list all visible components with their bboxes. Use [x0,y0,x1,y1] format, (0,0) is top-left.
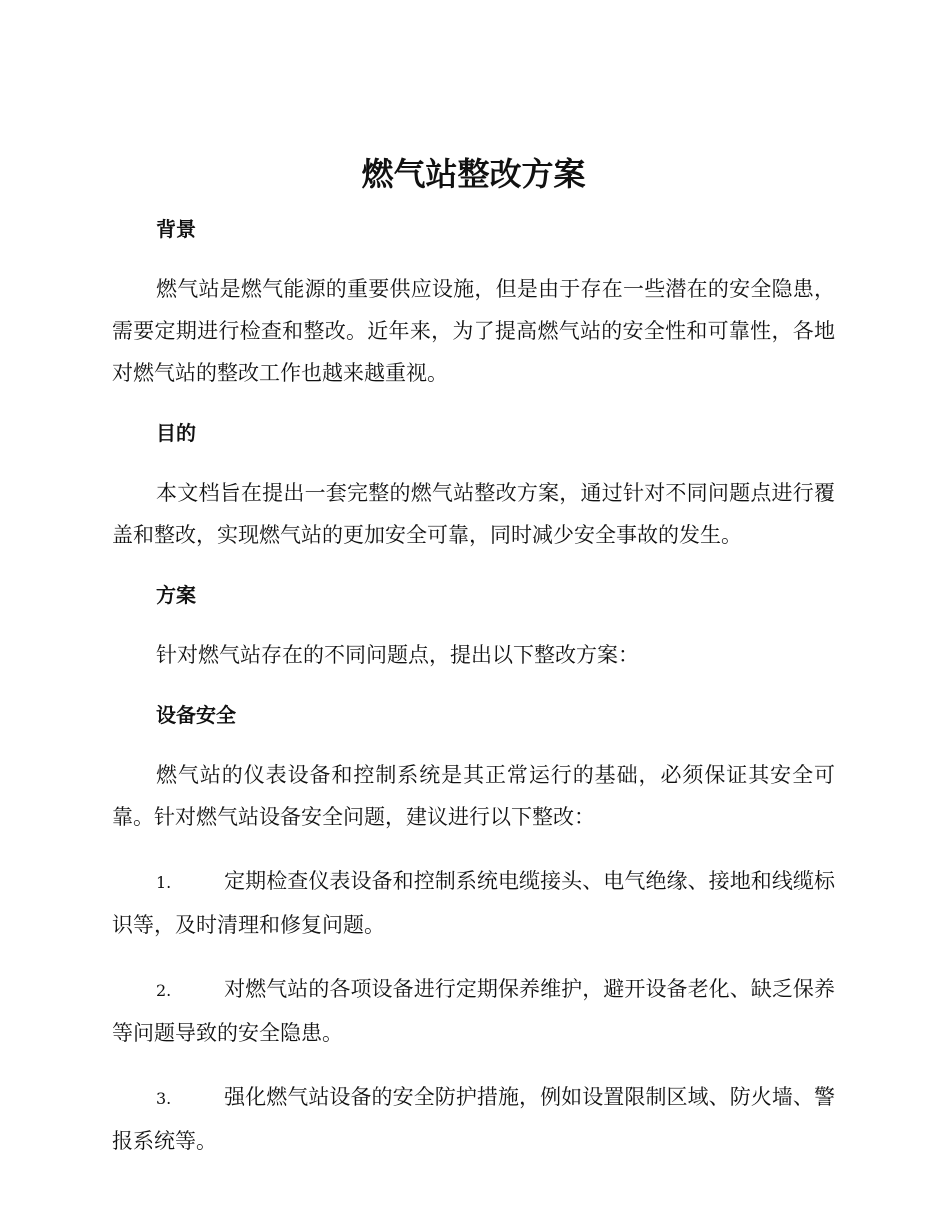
list-item [112,860,835,946]
section-heading-background: 背景 [156,217,196,241]
section-heading-plan: 方案 [156,583,196,607]
list-item [112,968,835,1054]
paragraph-purpose: 本文档旨在提出一套完整的燃气站整改方案，通过针对不同问题点进行覆盖和整改，实现燃气站的更加安全可靠，同时减少安全事故的发生。 [112,481,835,547]
list-item [112,1076,835,1162]
list-item-text: 定期检查仪表设备和控制系统电缆接头、电气绝缘、接地和线缆标识等，及时清理和修复问题。 [112,869,835,937]
paragraph-plan: 针对燃气站存在的不同问题点，提出以下整改方案： [156,643,639,667]
list-item-number: 3. [156,1089,172,1108]
section-heading-purpose: 目的 [156,421,196,445]
section-heading-equipment-safety: 设备安全 [156,703,236,727]
paragraph-background: 燃气站是燃气能源的重要供应设施，但是由于存在一些潜在的安全隐患，需要定期进行检查和整改。近年来，为了提高燃气站的安全性和可靠性，各地对燃气站的整改工作也越来越重视。 [112,277,835,385]
list-item-text: 强化燃气站设备的安全防护措施，例如设置限制区域、防火墙、警报系统等。 [112,1085,835,1153]
list-item-number: 1. [156,873,172,892]
list-item-text: 对燃气站的各项设备进行定期保养维护，避开设备老化、缺乏保养等问题导致的安全隐患。 [112,977,835,1045]
document-title: 燃气站整改方案 [361,155,586,193]
list-item-number: 2. [156,981,172,1000]
paragraph-equipment-safety: 燃气站的仪表设备和控制系统是其正常运行的基础，必须保证其安全可靠。针对燃气站设备安全问题，建议进行以下整改： [112,763,835,829]
